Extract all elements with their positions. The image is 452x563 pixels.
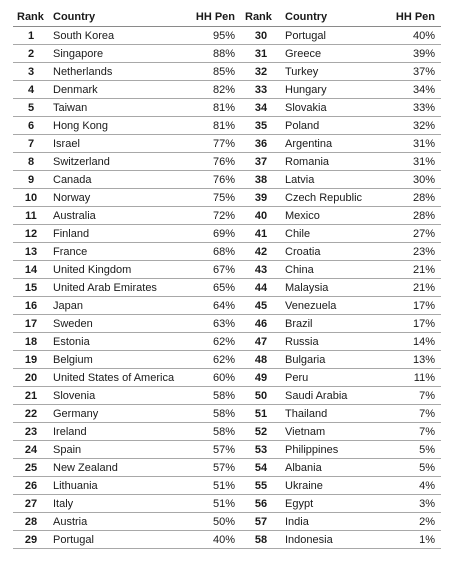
rank-cell: 40: [241, 207, 281, 225]
rank-cell: 46: [241, 315, 281, 333]
rank-header: Rank: [241, 7, 281, 27]
rank-cell: 42: [241, 243, 281, 261]
country-cell: Germany: [49, 405, 185, 423]
rank-cell: 13: [13, 243, 49, 261]
country-cell: Bulgaria: [281, 351, 381, 369]
rank-cell: 16: [13, 297, 49, 315]
hh-pen-cell: 7%: [381, 423, 441, 441]
table-row: [13, 153, 441, 171]
country-cell: Brazil: [281, 315, 381, 333]
rank-cell: 32: [241, 63, 281, 81]
table-row: [13, 513, 441, 531]
hh-pen-cell: 76%: [185, 153, 241, 171]
country-cell: Estonia: [49, 333, 185, 351]
country-cell: Austria: [49, 513, 185, 531]
table-row: [13, 441, 441, 459]
country-cell: Ukraine: [281, 477, 381, 495]
rank-cell: 17: [13, 315, 49, 333]
country-cell: Mexico: [281, 207, 381, 225]
hh-pen-cell: 88%: [185, 45, 241, 63]
table-row: [13, 495, 441, 513]
country-cell: Philippines: [281, 441, 381, 459]
rank-cell: 20: [13, 369, 49, 387]
hh-pen-cell: 95%: [185, 27, 241, 45]
table-row: [13, 423, 441, 441]
rank-cell: 1: [13, 27, 49, 45]
hh-pen-cell: 57%: [185, 459, 241, 477]
table-row: [13, 405, 441, 423]
country-cell: Hong Kong: [49, 117, 185, 135]
rank-cell: 58: [241, 531, 281, 549]
rank-cell: 48: [241, 351, 281, 369]
country-cell: Lithuania: [49, 477, 185, 495]
table-row: [13, 279, 441, 297]
hh-pen-cell: 33%: [381, 99, 441, 117]
country-header: Country: [281, 7, 381, 27]
country-cell: China: [281, 261, 381, 279]
rank-cell: 34: [241, 99, 281, 117]
country-cell: Spain: [49, 441, 185, 459]
table-row: [13, 297, 441, 315]
country-cell: Malaysia: [281, 279, 381, 297]
hh-pen-cell: 17%: [381, 297, 441, 315]
hh-pen-cell: 27%: [381, 225, 441, 243]
hh-pen-cell: 58%: [185, 387, 241, 405]
header-row: [13, 7, 441, 27]
hh-pen-cell: 21%: [381, 261, 441, 279]
rank-cell: 26: [13, 477, 49, 495]
rank-header: Rank: [13, 7, 49, 27]
rank-cell: 14: [13, 261, 49, 279]
hh-pen-cell: 21%: [381, 279, 441, 297]
hh-pen-cell: 58%: [185, 405, 241, 423]
rank-cell: 8: [13, 153, 49, 171]
country-cell: Albania: [281, 459, 381, 477]
hh-pen-header: HH Pen: [381, 7, 441, 27]
country-cell: Australia: [49, 207, 185, 225]
hh-pen-cell: 77%: [185, 135, 241, 153]
country-cell: Canada: [49, 171, 185, 189]
country-cell: India: [281, 513, 381, 531]
hh-pen-cell: 76%: [185, 171, 241, 189]
hh-pen-cell: 69%: [185, 225, 241, 243]
hh-pen-cell: 4%: [381, 477, 441, 495]
hh-pen-cell: 17%: [381, 315, 441, 333]
country-header: Country: [49, 7, 185, 27]
hh-pen-cell: 60%: [185, 369, 241, 387]
hh-pen-cell: 30%: [381, 171, 441, 189]
table-row: [13, 207, 441, 225]
table-row: [13, 117, 441, 135]
country-cell: Portugal: [281, 27, 381, 45]
table-row: [13, 351, 441, 369]
country-cell: United Arab Emirates: [49, 279, 185, 297]
table-row: [13, 99, 441, 117]
rank-cell: 41: [241, 225, 281, 243]
country-cell: Singapore: [49, 45, 185, 63]
country-cell: France: [49, 243, 185, 261]
hh-pen-cell: 64%: [185, 297, 241, 315]
country-cell: Turkey: [281, 63, 381, 81]
rank-cell: 51: [241, 405, 281, 423]
country-cell: Israel: [49, 135, 185, 153]
rank-cell: 54: [241, 459, 281, 477]
country-cell: Chile: [281, 225, 381, 243]
hh-pen-cell: 39%: [381, 45, 441, 63]
country-cell: Saudi Arabia: [281, 387, 381, 405]
country-cell: Indonesia: [281, 531, 381, 549]
rank-cell: 36: [241, 135, 281, 153]
rank-cell: 39: [241, 189, 281, 207]
table-row: [13, 225, 441, 243]
rank-cell: 47: [241, 333, 281, 351]
rank-cell: 44: [241, 279, 281, 297]
hh-pen-cell: 31%: [381, 135, 441, 153]
hh-pen-cell: 13%: [381, 351, 441, 369]
rank-cell: 30: [241, 27, 281, 45]
rank-cell: 33: [241, 81, 281, 99]
hh-pen-cell: 28%: [381, 207, 441, 225]
hh-pen-cell: 85%: [185, 63, 241, 81]
hh-pen-cell: 51%: [185, 495, 241, 513]
rank-cell: 4: [13, 81, 49, 99]
rank-cell: 7: [13, 135, 49, 153]
hh-pen-cell: 14%: [381, 333, 441, 351]
hh-pen-cell: 7%: [381, 387, 441, 405]
country-cell: United Kingdom: [49, 261, 185, 279]
rank-cell: 28: [13, 513, 49, 531]
rank-cell: 27: [13, 495, 49, 513]
table-row: [13, 531, 441, 549]
rank-cell: 29: [13, 531, 49, 549]
rank-cell: 22: [13, 405, 49, 423]
hh-pen-cell: 34%: [381, 81, 441, 99]
hh-pen-cell: 3%: [381, 495, 441, 513]
hh-pen-cell: 28%: [381, 189, 441, 207]
rank-cell: 50: [241, 387, 281, 405]
rank-cell: 12: [13, 225, 49, 243]
hh-pen-cell: 32%: [381, 117, 441, 135]
table-row: [13, 45, 441, 63]
rank-cell: 35: [241, 117, 281, 135]
table-row: [13, 189, 441, 207]
country-cell: Norway: [49, 189, 185, 207]
table-row: [13, 63, 441, 81]
rank-cell: 43: [241, 261, 281, 279]
rank-cell: 15: [13, 279, 49, 297]
country-cell: Taiwan: [49, 99, 185, 117]
hh-pen-cell: 37%: [381, 63, 441, 81]
country-cell: Romania: [281, 153, 381, 171]
penetration-table: [13, 7, 441, 549]
hh-pen-cell: 2%: [381, 513, 441, 531]
hh-pen-cell: 72%: [185, 207, 241, 225]
rank-cell: 31: [241, 45, 281, 63]
hh-pen-header: HH Pen: [185, 7, 241, 27]
rank-cell: 11: [13, 207, 49, 225]
hh-pen-cell: 11%: [381, 369, 441, 387]
country-cell: Sweden: [49, 315, 185, 333]
hh-pen-cell: 82%: [185, 81, 241, 99]
hh-pen-cell: 40%: [185, 531, 241, 549]
hh-pen-cell: 40%: [381, 27, 441, 45]
country-cell: South Korea: [49, 27, 185, 45]
country-cell: Switzerland: [49, 153, 185, 171]
hh-pen-cell: 68%: [185, 243, 241, 261]
country-cell: Italy: [49, 495, 185, 513]
hh-pen-cell: 81%: [185, 99, 241, 117]
rank-cell: 5: [13, 99, 49, 117]
hh-pen-cell: 81%: [185, 117, 241, 135]
rank-cell: 9: [13, 171, 49, 189]
rank-cell: 57: [241, 513, 281, 531]
hh-pen-cell: 1%: [381, 531, 441, 549]
rank-cell: 45: [241, 297, 281, 315]
hh-pen-cell: 62%: [185, 351, 241, 369]
country-cell: Latvia: [281, 171, 381, 189]
rank-cell: 55: [241, 477, 281, 495]
hh-pen-cell: 67%: [185, 261, 241, 279]
country-cell: Russia: [281, 333, 381, 351]
table-row: [13, 81, 441, 99]
hh-pen-cell: 63%: [185, 315, 241, 333]
table-row: [13, 315, 441, 333]
country-cell: Venezuela: [281, 297, 381, 315]
country-cell: Netherlands: [49, 63, 185, 81]
rank-cell: 52: [241, 423, 281, 441]
country-cell: Thailand: [281, 405, 381, 423]
country-cell: Denmark: [49, 81, 185, 99]
rank-cell: 19: [13, 351, 49, 369]
table-row: [13, 477, 441, 495]
country-cell: Egypt: [281, 495, 381, 513]
hh-pen-cell: 58%: [185, 423, 241, 441]
country-cell: Belgium: [49, 351, 185, 369]
country-cell: Hungary: [281, 81, 381, 99]
rank-cell: 25: [13, 459, 49, 477]
rank-cell: 56: [241, 495, 281, 513]
rank-cell: 6: [13, 117, 49, 135]
country-cell: Ireland: [49, 423, 185, 441]
country-cell: Portugal: [49, 531, 185, 549]
rank-cell: 53: [241, 441, 281, 459]
country-cell: Greece: [281, 45, 381, 63]
country-cell: Argentina: [281, 135, 381, 153]
table-row: [13, 333, 441, 351]
hh-pen-cell: 75%: [185, 189, 241, 207]
table-body: [13, 27, 441, 549]
hh-pen-cell: 50%: [185, 513, 241, 531]
country-cell: United States of America: [49, 369, 185, 387]
rank-cell: 3: [13, 63, 49, 81]
table-row: [13, 369, 441, 387]
table-row: [13, 387, 441, 405]
table-row: [13, 135, 441, 153]
country-cell: Czech Republic: [281, 189, 381, 207]
table-row: [13, 261, 441, 279]
table-row: [13, 171, 441, 189]
rank-cell: 24: [13, 441, 49, 459]
rank-cell: 2: [13, 45, 49, 63]
rank-cell: 38: [241, 171, 281, 189]
hh-pen-cell: 5%: [381, 459, 441, 477]
hh-pen-cell: 51%: [185, 477, 241, 495]
rank-cell: 21: [13, 387, 49, 405]
country-cell: Finland: [49, 225, 185, 243]
hh-pen-cell: 57%: [185, 441, 241, 459]
hh-pen-cell: 65%: [185, 279, 241, 297]
country-cell: Croatia: [281, 243, 381, 261]
hh-pen-cell: 23%: [381, 243, 441, 261]
country-cell: Slovakia: [281, 99, 381, 117]
table-row: [13, 243, 441, 261]
country-cell: Slovenia: [49, 387, 185, 405]
rank-cell: 37: [241, 153, 281, 171]
rank-cell: 18: [13, 333, 49, 351]
country-cell: New Zealand: [49, 459, 185, 477]
rank-cell: 23: [13, 423, 49, 441]
table-row: [13, 27, 441, 45]
hh-pen-cell: 7%: [381, 405, 441, 423]
country-cell: Vietnam: [281, 423, 381, 441]
country-cell: Poland: [281, 117, 381, 135]
hh-pen-cell: 62%: [185, 333, 241, 351]
hh-pen-cell: 31%: [381, 153, 441, 171]
table-row: [13, 459, 441, 477]
rank-cell: 10: [13, 189, 49, 207]
country-cell: Peru: [281, 369, 381, 387]
rank-cell: 49: [241, 369, 281, 387]
country-cell: Japan: [49, 297, 185, 315]
hh-pen-cell: 5%: [381, 441, 441, 459]
